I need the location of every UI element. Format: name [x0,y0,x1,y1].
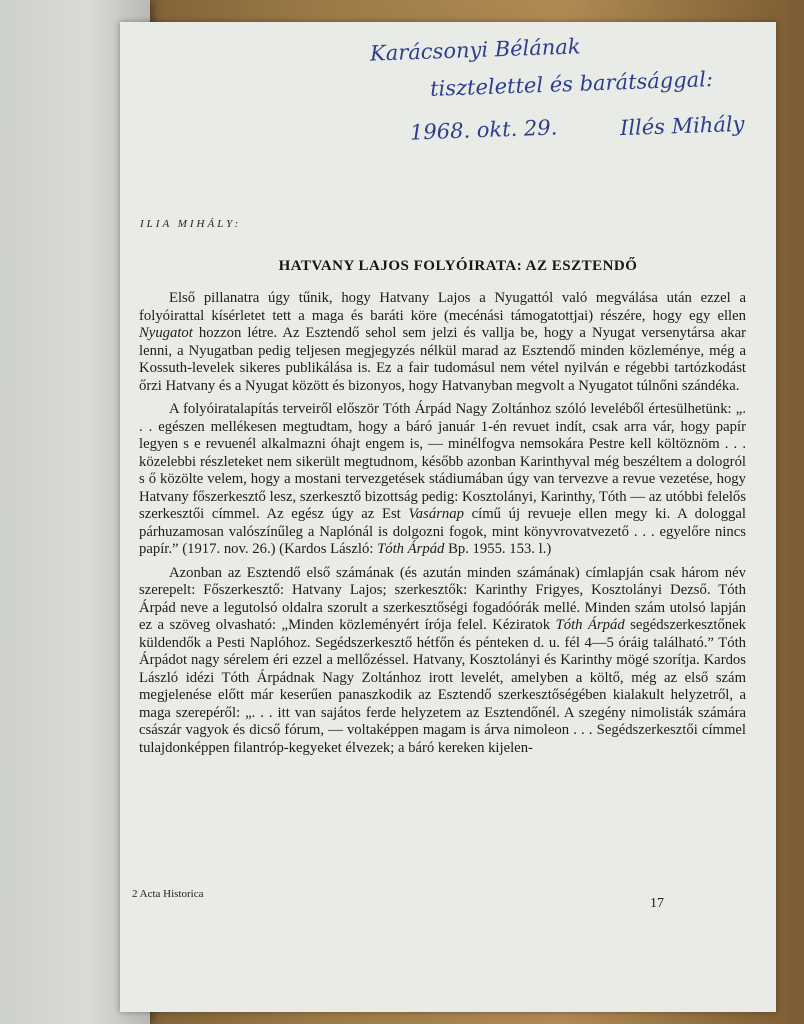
dedication-line-1: Karácsonyi Bélának [369,34,581,66]
footer-signature-mark: 2 Acta Historica [132,888,204,900]
article-title: HATVANY LAJOS FOLYÓIRATA: AZ ESZTENDŐ [278,258,638,274]
article-author: ILIA MIHÁLY: [140,218,242,230]
dedication-signature: Illés Mihály [619,111,745,141]
dedication-date: 1968. okt. 29. [409,115,558,145]
dedication-line-2: tisztelettel és barátsággal: [429,67,714,101]
book-page [120,22,776,1012]
article-body [139,290,746,763]
paragraph-1: Első pillanatra úgy tűnik, hogy Hatvany Lajos a Nyugattól való megválása után ezzel a folyóirattal kísérletet tett a maga és baráti köre (mecénási támogatottjai) részére, hogy egy ellen Nyugatot hozzon létre. Az Esztendő sehol sem jelzi és vallja be, hogy a Nyugat versenytársa akar lenni, a Nyugatban pedig teljesen megjegyzés nélkül marad az Esztendő minden közleménye, még a Kossuth-levelek sikeres publikálása is. Ez a fair tudomásul nem vétel nyilván e régebbi tartózkodást őrzi Hatvany és a Nyugat között és bizonyos, hogy Hatvanyban megvolt a Nyugatot túlnőni szándéka. [139,290,746,394]
handwritten-dedication [120,22,776,182]
paragraph-2: A folyóiratalapítás terveiről először Tóth Árpád Nagy Zoltánhoz szóló leveléből értesülhetünk: „. . . egészen mellékesen megtudtam, hogy a báró január 1-én revuet indít, csak arra vár, hogy papír legyen s e revuenél alkalmazni óhajt engem is, — minélfogva nemsokára Pestre kell költöznöm . . . közelebbi részleteket nem sikerült megtudnom, később azonban Karinthyval még beszéltem a dologról s ő közölte velem, hogy a mostani tervezgetések stádiumában úgy van tervezve a revue vezetése, hogy Hatvany főszerkesztő lesz, szerkesztő bizottság pedig: Kosztolányi, Karinthy, Tóth — az utóbbi felelős szerkesztői címmel. Az egész úgy az Est Vasárnap című új revueje ellen megy ki. A dologgal párhuzamosan valószínűleg a Naplónál is dolgozni fogok, mint könyvrovatvezető . . . egyelőre nincs papír.” (1917. nov. 26.) (Kardos László: Tóth Árpád Bp. 1955. 153. l.) [139,401,746,557]
paragraph-3: Azonban az Esztendő első számának (és azután minden számának) címlapján csak három név szerepelt: Főszerkesztő: Hatvany Lajos; szerkesztők: Karinthy Frigyes, Kosztolányi Dezső. Tóth Árpád neve a legutolsó oldalra szorult a szerkesztőségi fogadóórák mellé. Minden szám utolsó lapján ez a szöveg olvasható: „Minden közleményért írója felel. Kéziratok Tóth Árpád segédszerkesztőnek küldendők a Pesti Naplóhoz. Segédszerkesztő hétfőn és pénteken d. u. fél 4—5 óráig található.” Tóth Árpádot nagy sérelem éri ezzel a mellőzéssel. Hatvany, Kosztolányi és Karinthy mögé szorítja. Kardos László idézi Tóth Árpádnak Nagy Zoltánhoz irott levelét, amelyben a költő, még az első szám megjelenése előtt már keserűen panaszkodik az Esztendő szerkesztőségében kialakult helyzetről, a maga szerepéről: „. . . itt van sajátos ferde helyzetem az Esztendőnél. A szegény nimolisták számára császár vagyok és dicső fórum, — voltaképpen magam is árva nimoleon . . . Segédszerkesztői címmel tulajdonképpen filantróp-kegyeket élvezek; a báró kereken kijelen- [139,564,746,756]
page-number: 17 [650,896,664,911]
